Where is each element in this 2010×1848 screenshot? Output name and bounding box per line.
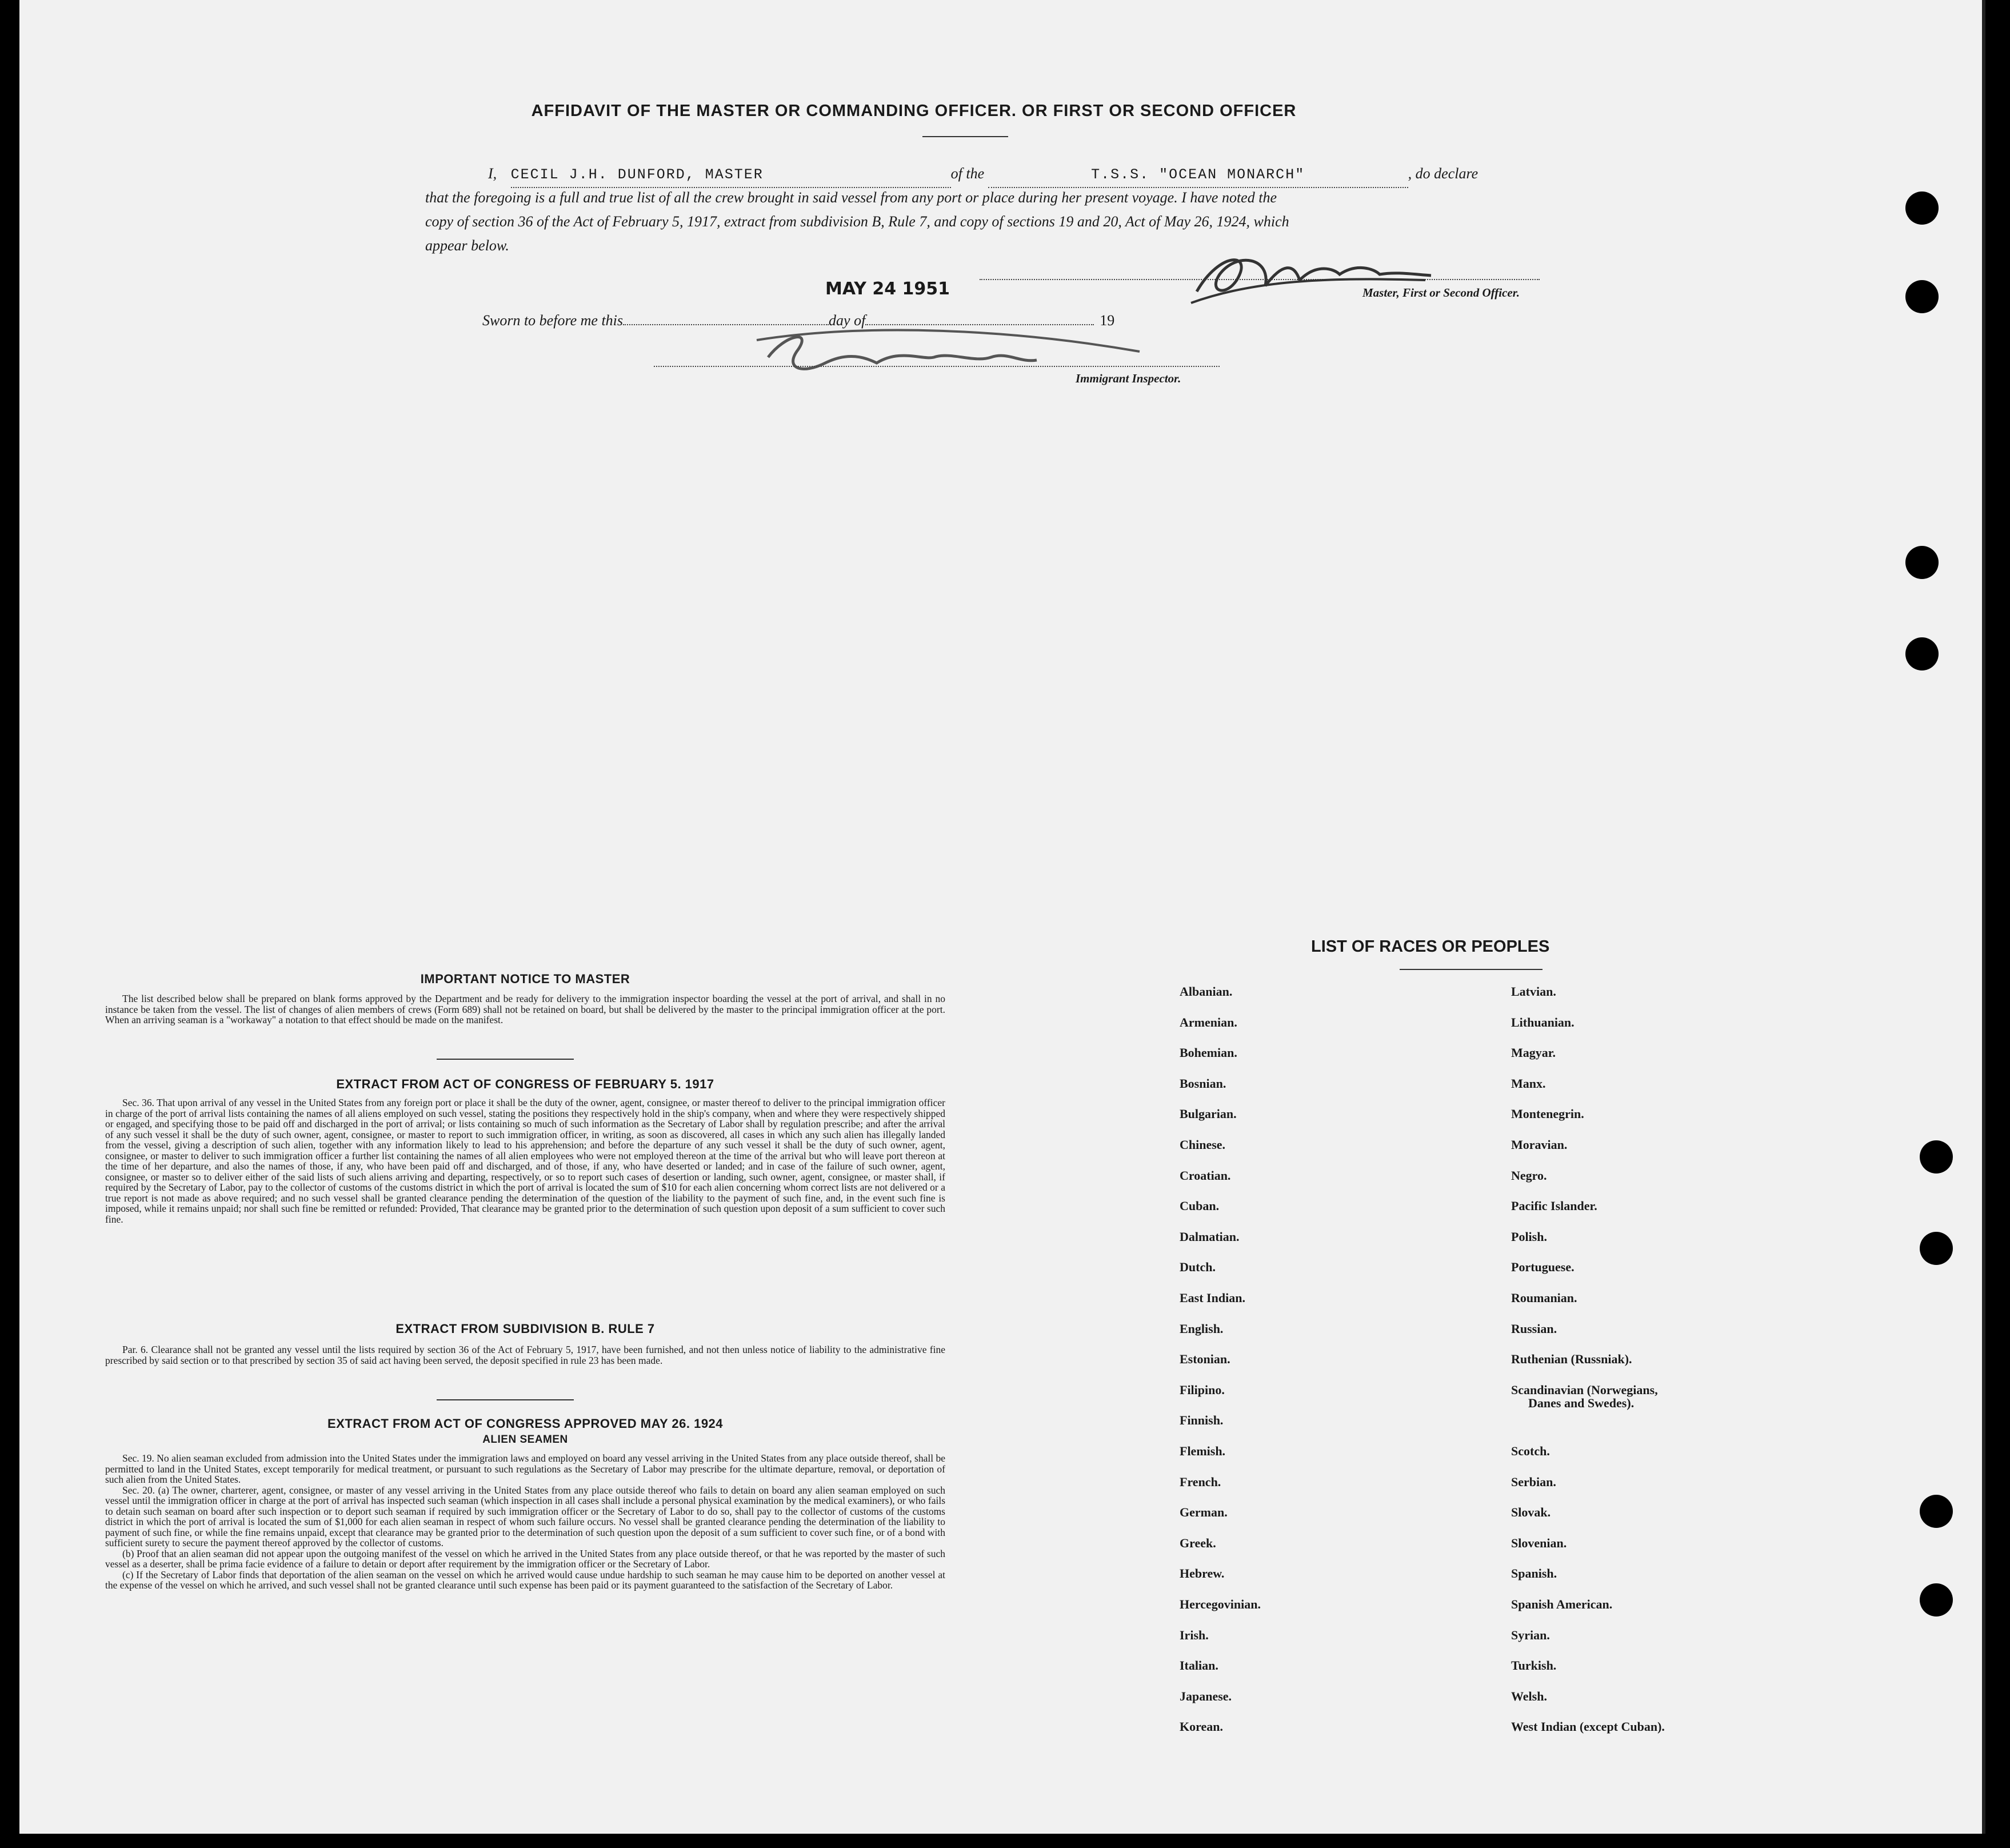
declaration-line-3: copy of section 36 of the Act of February 5, 1917, extract from subdivision B, Rule 7, and copy of sections 19 and 20, Act of May 26, 1924, which [425,213,1289,230]
race-item: English. [1180,1321,1224,1336]
section-divider [437,1399,574,1400]
race-item: Japanese. [1180,1689,1232,1703]
race-item: Montenegrin. [1511,1107,1584,1121]
race-item: Cuban. [1180,1199,1220,1214]
extract-1924-text: Sec. 19. No alien seaman excluded from admission into the United States under the immigration laws and employed on board any vessel arriving in the United States from any place outside thereof, shall be permitted to land in the United States, except temporarily for medical treatment, or pursuant to such regulations as the Secretary of Labor may prescribe for the ultimate departure, removal, or deportation of such alien from the United States. Sec. 20. (a) The owner, charterer, agent, consignee, or master of any vessel arriving in the United States from any place outside thereof who fails to detain on board any alien seaman employed on such vessel until the immigration officer in charge at the port of arrival has inspected such seaman (which inspection in all cases shall include a personal physical examination by the medical examiners), or who fails to detain such seaman on board after such inspection or to deport such seaman if required by such immigration officer or the Secretary of Labor to do so, shall pay to the collector of customs of the customs district in which the port of arrival is located the sum of $1,000 for each alien seaman in respect of whom such failure occurs. No vessel shall be granted clearance pending the determination of the liability to payment of such fine, or while the fine remains unpaid, except that clearance may be granted prior to the determination of such question upon the deposit of a sum sufficient to cover such fine, or of a bond with sufficient surety to secure the payment thereof approved by the collector of customs. (b) Proof that an alien seaman did not appear upon the outgoing manifest of the vessel on which he arrived in the United States from any place outside thereof, or that he was reported by the master of such vessel as a deserter, shall be prima facie evidence of a failure to detain or deport after requirement by the immigration officer or the Secretary of Labor. (c) If the Secretary of Labor finds that deportation of the alien seaman on the vessel on which he arrived would cause undue hardship to such seaman he may cause him to be deported on another vessel at the expense of the vessel on which he arrived, and such vessel shall not be granted clearance until such expense has been paid or its payment guaranteed to the satisfaction of the Secretary of Labor. [105,1452,945,1591]
punch-hole [1905,637,1939,670]
race-item: East Indian. [1180,1291,1245,1305]
affidavit-title: AFFIDAVIT OF THE MASTER OR COMMANDING OFFICER. OR FIRST OR SECOND OFFICER [531,102,1297,120]
race-item: Spanish. [1511,1566,1557,1581]
punch-hole [1920,1140,1953,1174]
race-item: Russian. [1511,1321,1557,1336]
race-item: Welsh. [1511,1689,1547,1703]
inspector-signature-line [654,366,1220,367]
declaration-line-2: that the foregoing is a full and true list of all the crew brought in said vessel from any port or place during her present voyage. I have noted the [425,189,1277,206]
race-item: Albanian. [1180,984,1233,999]
race-item: Turkish. [1511,1658,1557,1673]
race-item: Magyar. [1511,1045,1556,1060]
inspector-caption: Immigrant Inspector. [1076,372,1181,385]
punch-hole [1920,1232,1953,1265]
extract-1917-text: Sec. 36. That upon arrival of any vessel in the United States from any foreign port or place it shall be the duty of the owner, agent, consignee, or master thereof to deliver to the principal immigration officer in charge of the port of arrival lists containing the names of all aliens employed on such vessel, stating the positions they respectively hold in the ship's company, when and where they were respectively shipped or engaged, and specifying those to be paid off and discharged in the port of arrival; or lists containing so much of such information as the Secretary of Labor shall by regulation prescribe; and after the arrival of any such vessel it shall be the duty of such owner, agent, consignee, or master to report to such immigration officer, in writing, as soon as discovered, all cases in which any such alien has illegally landed from the vessel, giving a description of such alien, together with any information likely to lead to his apprehension; and before the departure of any such vessel it shall be the duty of such owner, agent, consignee, or master to deliver to such immigration officer a further list containing the names of all alien employees who were not employed thereon at the time of the arrival but who will leave port thereon at the time of her departure, and also the names of those, if any, who have been paid off and discharged, and of those, if any, who have deserted or landed; and in case of the failure of such owner, agent, consignee, or master so to deliver either of the said lists of such aliens arriving and departing, respectively, or so to report such cases of desertion or landing, such owner, agent, consignee, or master shall, if required by the Secretary of Labor, pay to the collector of customs of the customs district in which the port of arrival is located the sum of $10 for each alien concerning whom correct lists are not delivered or a true report is not made as above required; and no such vessel shall be granted clearance pending the determination of the question of the liability to the payment of such fine, and, in the event such fine is imposed, while it remains unpaid; nor shall such fine be remitted or refunded: Provided, That clearance may be granted prior to the determination of such question upon deposit of a sum sufficient to cover such fine. [105,1097,945,1225]
of-the-label: of the [950,165,985,182]
vessel-name-field: T.S.S. "OCEAN MONARCH" [1091,166,1305,183]
race-item: Moravian. [1511,1137,1568,1152]
year-prefix: 19 [1100,312,1115,329]
i-label: I, [488,165,497,182]
race-item: Roumanian. [1511,1291,1577,1305]
title-divider [922,136,1008,137]
race-item: Estonian. [1180,1352,1230,1367]
do-declare-label: , do declare [1408,165,1478,182]
punch-hole [1905,191,1939,225]
extract-1917-title: EXTRACT FROM ACT OF CONGRESS OF FEBRUARY 5. 1917 [336,1077,714,1091]
race-item: Ruthenian (Russniak). [1511,1352,1632,1367]
race-item: Hercegovinian. [1180,1597,1261,1611]
race-item: Italian. [1180,1658,1218,1673]
extract-1924-title: EXTRACT FROM ACT OF CONGRESS APPROVED MAY 26. 1924 [327,1416,724,1431]
notice-title: IMPORTANT NOTICE TO MASTER [420,972,630,986]
race-item: Hebrew. [1180,1566,1225,1581]
race-item: Manx. [1511,1076,1546,1091]
race-item: Dalmatian. [1180,1229,1240,1244]
master-name-field: CECIL J.H. DUNFORD, MASTER [510,166,764,183]
document-page [19,0,1985,1834]
race-item: Finnish. [1180,1413,1224,1428]
master-signature [1185,240,1437,314]
races-title: LIST OF RACES OR PEOPLES [1311,937,1550,956]
race-item: Scandinavian (Norwegians, [1511,1382,1658,1397]
race-item: Negro. [1511,1168,1547,1183]
race-item: Korean. [1180,1719,1223,1734]
race-item: Bohemian. [1180,1045,1237,1060]
race-item: Bulgarian. [1180,1107,1237,1121]
sworn-label: Sworn to before me this [482,312,624,329]
race-item: Croatian. [1180,1168,1231,1183]
extract-1924-subtitle: ALIEN SEAMEN [482,1434,568,1446]
races-divider [1400,969,1543,970]
race-item: Spanish American. [1511,1597,1613,1611]
race-item: Irish. [1180,1627,1209,1642]
race-item: German. [1180,1505,1228,1520]
race-item: Filipino. [1180,1382,1225,1397]
race-item: Lithuanian. [1511,1015,1575,1029]
race-item: French. [1180,1474,1221,1489]
race-item: Polish. [1511,1229,1547,1244]
race-item: Dutch. [1180,1260,1216,1275]
race-item: Flemish. [1180,1444,1226,1458]
date-stamp: MAY 24 1951 [825,279,950,299]
race-item: Latvian. [1511,984,1556,999]
punch-hole [1905,546,1939,579]
punch-hole [1920,1583,1953,1616]
section-divider [437,1059,574,1060]
race-item: Slovenian. [1511,1535,1567,1550]
race-item: West Indian (except Cuban). [1511,1719,1665,1734]
punch-hole [1920,1495,1953,1528]
race-item: Syrian. [1511,1627,1550,1642]
race-item: Scotch. [1511,1444,1550,1458]
extract-rule7-text: Par. 6. Clearance shall not be granted any vessel until the lists required by section 36 of the Act of February 5, 1917, have been furnished, and not then unless notice of liability to the administrative fine prescribed by said section or to that prescribed by section 35 of said act having been served, the deposit specified in rule 23 has been made. [105,1344,945,1366]
day-of-label: day of [829,312,866,329]
master-caption: Master, First or Second Officer. [1362,286,1520,300]
race-item: Serbian. [1511,1474,1556,1489]
race-item: Portuguese. [1511,1260,1575,1275]
declaration-line-4: appear below. [425,237,509,254]
race-item: Bosnian. [1180,1076,1226,1091]
punch-hole [1905,280,1939,313]
race-item: Pacific Islander. [1511,1199,1597,1214]
race-item: Slovak. [1511,1505,1551,1520]
race-item: Danes and Swedes). [1528,1396,1635,1411]
race-item: Armenian. [1180,1015,1237,1029]
extract-rule7-title: EXTRACT FROM SUBDIVISION B. RULE 7 [395,1322,655,1336]
race-item: Greek. [1180,1535,1216,1550]
notice-text: The list described below shall be prepared on blank forms approved by the Department and be ready for delivery to the immigration inspector boarding the vessel at the port of arrival, and shall in no instance be taken from the vessel. The list of changes of alien members of crews (Form 689) shall not be retained on board, but shall be delivered by the master to the principal immigration officer at the port. When an arriving seaman is a "workaway" a notation to that effect should be made on the manifest. [105,993,945,1025]
race-item: Chinese. [1180,1137,1226,1152]
declaration-line-1 [488,162,1551,188]
